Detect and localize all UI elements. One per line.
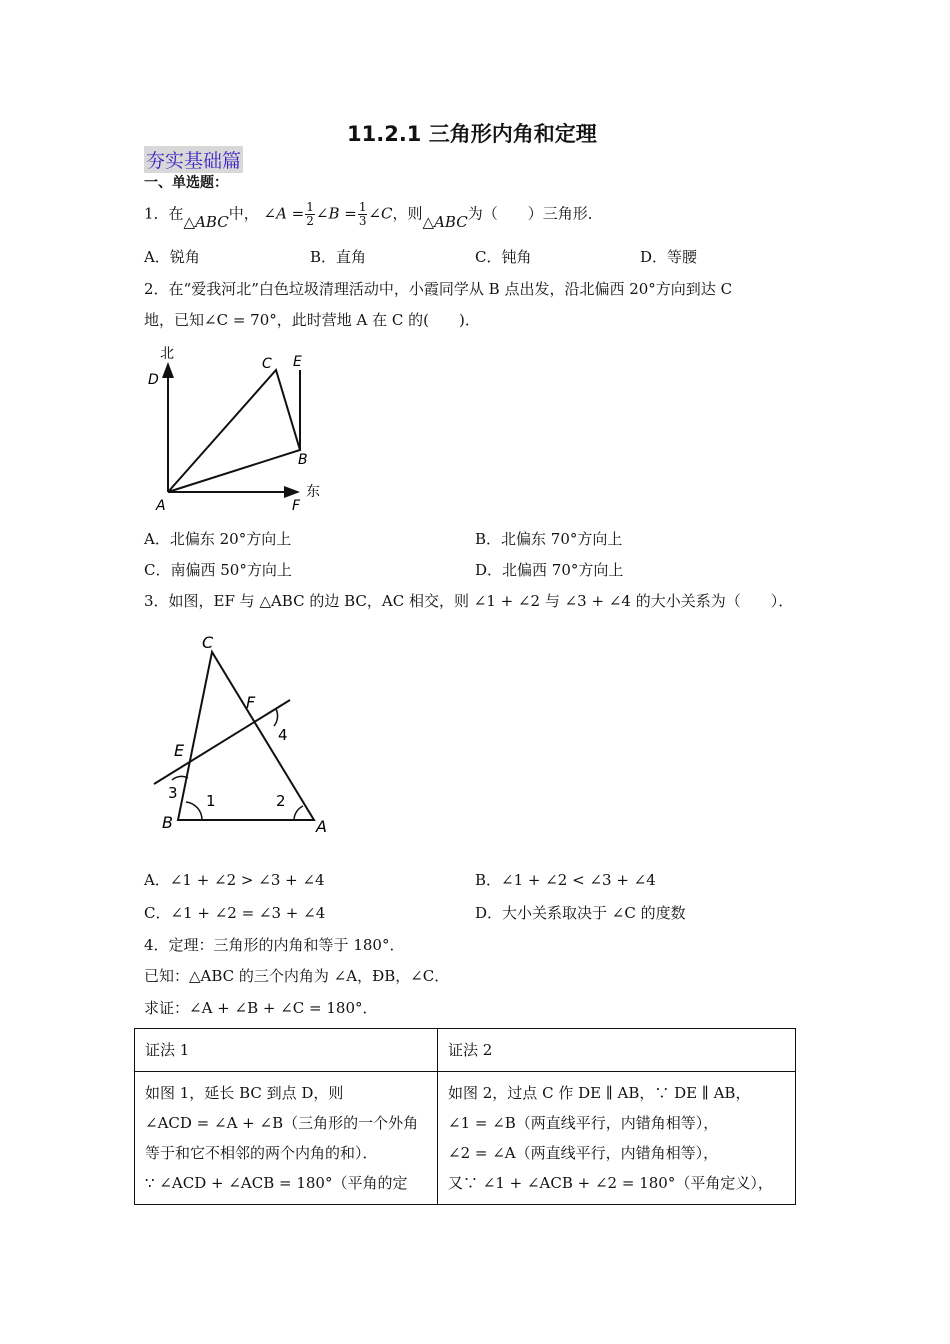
q2-label-north: 北: [160, 346, 174, 362]
q1-text-c: ，则: [392, 204, 423, 223]
q1-option-a[interactable]: A．锐角: [144, 248, 200, 266]
q1-angle-b: ∠B =: [315, 204, 357, 223]
proof-table-body-row: [135, 1072, 796, 1205]
q1-text-b: 中，: [228, 204, 259, 223]
q1-frac1-den: 2: [306, 214, 314, 228]
question-1-stem: [144, 200, 603, 231]
q3-option-a[interactable]: A．∠1 + ∠2 > ∠3 + ∠4: [144, 871, 325, 889]
q3-label-2: 2: [276, 792, 286, 810]
q1-angle-c: ∠C: [368, 204, 393, 223]
question-4-line-1: 4．定理：三角形的内角和等于 180°．: [144, 936, 405, 954]
proof2-line-2: ∠1 = ∠B（两直线平行，内错角相等），: [448, 1114, 719, 1132]
page-title: 11.2.1 三角形内角和定理: [347, 122, 597, 146]
q3-arc-4: [274, 709, 278, 726]
q2-option-b[interactable]: B．北偏东 70°方向上: [475, 530, 623, 548]
q1-text-d: 为（ ）三角形．: [467, 204, 603, 223]
q3-triangle-abc: [178, 652, 314, 820]
q3-label-3: 3: [168, 784, 178, 802]
proof-header-1: 证法 1: [135, 1029, 438, 1072]
q3-label-e: E: [174, 741, 185, 760]
q3-label-a: A: [316, 817, 327, 836]
q3-figure-triangle: [148, 632, 348, 842]
proof1-line-3: 等于和它不相邻的两个内角的和）．: [145, 1144, 378, 1162]
q1-fraction-half: [305, 201, 315, 228]
q2-east-arrow: [284, 486, 300, 498]
q3-option-b[interactable]: B．∠1 + ∠2 < ∠3 + ∠4: [475, 871, 656, 889]
q3-label-b: B: [162, 813, 173, 832]
question-3-stem: 3．如图，EF 与 △ABC 的边 BC，AC 相交，则 ∠1 + ∠2 与 ∠3 + ∠4 的大小关系为（ ）．: [144, 592, 794, 610]
question-2-line-1: 2．在“爱我河北”白色垃圾清理活动中，小霞同学从 B 点出发，沿北偏西 20°方向到达 C: [144, 280, 733, 298]
question-type-heading: 一、单选题：: [144, 175, 228, 191]
q2-option-d[interactable]: D．北偏西 70°方向上: [475, 561, 624, 579]
q3-label-c: C: [202, 633, 214, 652]
question-4-line-2: 已知：△ABC 的三个内角为 ∠A，ÐB，∠C．: [144, 967, 450, 985]
q2-option-a[interactable]: A．北偏东 20°方向上: [144, 530, 292, 548]
q1-angle-a: ∠A =: [263, 204, 305, 223]
proof-table-header-row: [135, 1029, 796, 1072]
proof-cell-1: [135, 1072, 438, 1205]
q2-label-e: E: [293, 354, 302, 370]
q1-triangle: △ABC: [183, 212, 229, 231]
q1-option-d[interactable]: D．等腰: [640, 248, 698, 266]
q2-triangle-acb: [168, 370, 300, 492]
q3-arc-2: [294, 806, 303, 820]
proof2-line-3: ∠2 = ∠A（两直线平行，内错角相等），: [448, 1144, 719, 1162]
question-4-line-3: 求证：∠A + ∠B + ∠C = 180°．: [144, 999, 378, 1017]
q2-label-c: C: [262, 356, 272, 372]
proof1-line-2: ∠ACD = ∠A + ∠B（三角形的一个外角: [145, 1114, 419, 1132]
q3-label-4: 4: [278, 726, 288, 744]
q2-label-d: D: [148, 372, 159, 388]
proof1-line-4: ∵ ∠ACD + ∠ACB = 180°（平角的定: [145, 1174, 408, 1192]
q3-option-d[interactable]: D．大小关系取决于 ∠C 的度数: [475, 904, 686, 922]
proof2-line-4: 又∵ ∠1 + ∠ACB + ∠2 = 180°（平角定义），: [448, 1174, 773, 1192]
proof1-line-1: 如图 1，延长 BC 到点 D，则: [145, 1084, 344, 1102]
q2-label-east: 东: [306, 484, 320, 500]
q1-frac2-den: 3: [358, 214, 367, 228]
proof-cell-2: [438, 1072, 796, 1205]
q2-label-f: F: [292, 498, 301, 514]
q1-frac2-num: 1: [358, 200, 367, 214]
q3-label-f: F: [246, 693, 256, 712]
proof2-line-1: 如图 2，过点 C 作 DE ∥ AB，∵ DE ∥ AB，: [448, 1084, 751, 1102]
question-2-line-2: 地，已知∠C = 70°，此时营地 A 在 C 的( )．: [144, 311, 480, 329]
q2-label-a: A: [156, 498, 166, 514]
q1-frac1-num: 1: [306, 200, 314, 214]
q3-option-c[interactable]: C．∠1 + ∠2 = ∠3 + ∠4: [144, 904, 326, 922]
q2-figure-compass: [140, 340, 340, 520]
proof-header-2: 证法 2: [438, 1029, 796, 1072]
proof-table: [134, 1028, 796, 1205]
section-label: 夯实基础篇: [144, 146, 243, 173]
q1-text-a: 1．在: [144, 204, 184, 223]
q1-fraction-third: [358, 201, 368, 228]
q1-option-c[interactable]: C．钝角: [475, 248, 532, 266]
q3-arc-1: [186, 802, 202, 820]
q1-triangle-2: △ABC: [422, 212, 468, 231]
q2-label-b: B: [298, 452, 308, 468]
q2-north-arrow: [162, 362, 174, 378]
q2-option-c[interactable]: C．南偏西 50°方向上: [144, 561, 292, 579]
q3-label-1: 1: [206, 792, 216, 810]
q1-option-b[interactable]: B．直角: [310, 248, 367, 266]
